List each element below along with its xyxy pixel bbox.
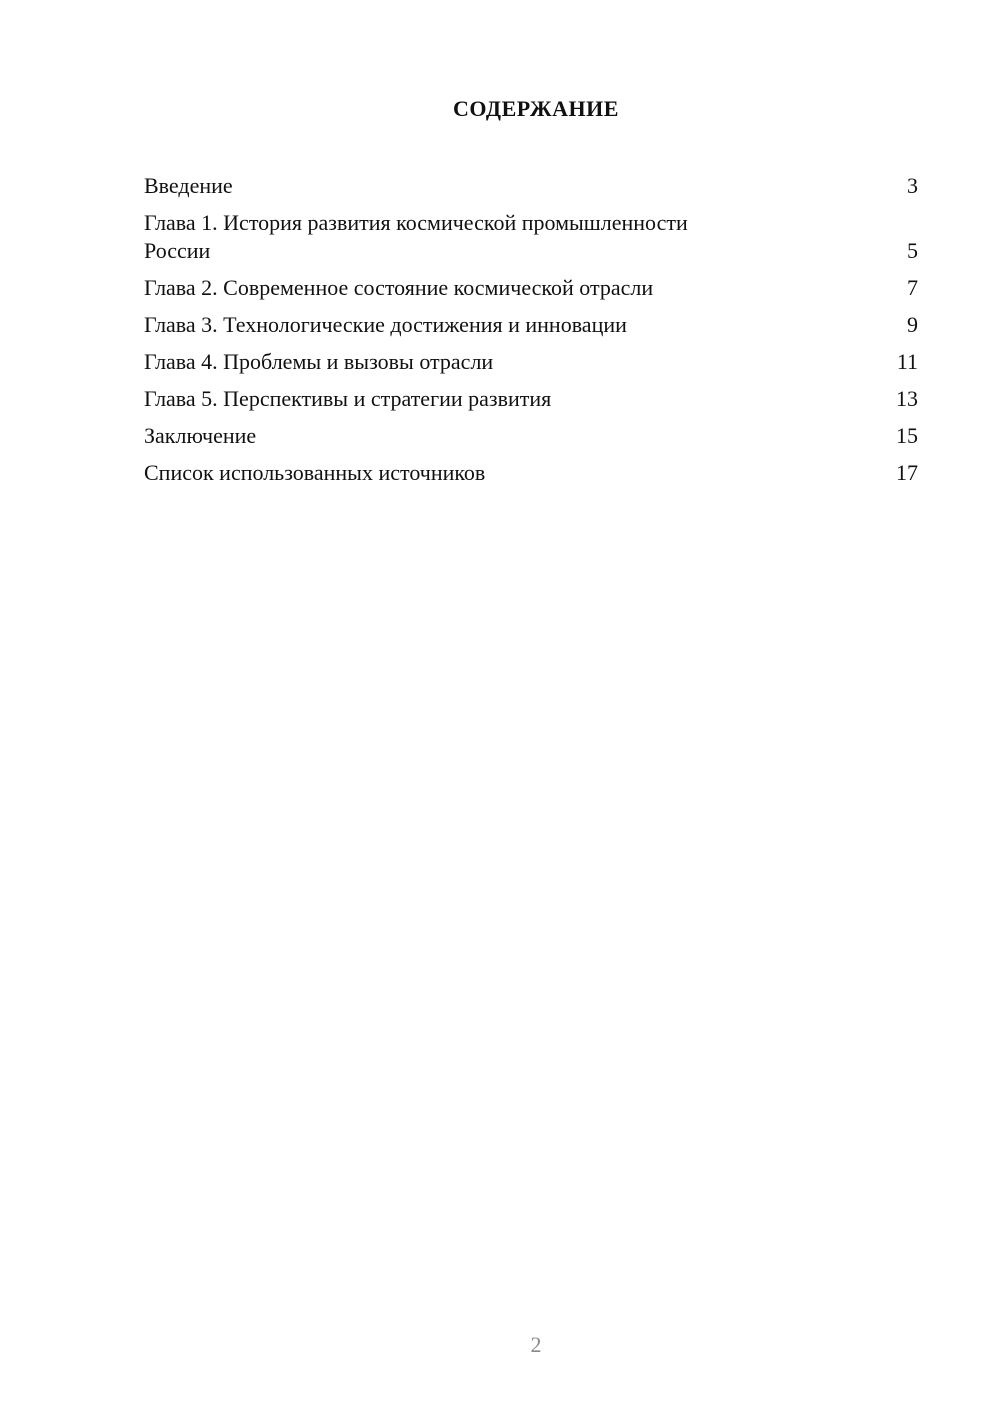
toc-entry-page: 3 — [907, 173, 918, 198]
toc-entry-page: 5 — [907, 238, 918, 263]
toc-entry-title: Глава 4. Проблемы и вызовы отрасли — [144, 349, 494, 374]
toc-entry-page: 13 — [896, 386, 918, 411]
toc-entry-chapter-3 — [144, 307, 918, 344]
toc-entry-page: 7 — [907, 275, 918, 300]
toc-entry-page: 9 — [907, 312, 918, 337]
table-of-contents — [144, 168, 918, 492]
toc-entry-page: 15 — [896, 423, 918, 448]
toc-entry-title: Глава 3. Технологические достижения и инновации — [144, 312, 627, 337]
toc-entry-title: Заключение — [144, 423, 257, 448]
toc-entry-conclusion — [144, 418, 918, 455]
toc-entry-references — [144, 455, 918, 492]
toc-entry-title: Глава 1. История развития космической промышленности России — [144, 210, 688, 263]
toc-entry-chapter-2 — [144, 270, 918, 307]
toc-entry-introduction — [144, 168, 918, 205]
toc-entry-chapter-5 — [144, 381, 918, 418]
toc-entry-chapter-1 — [144, 205, 918, 270]
page-title: СОДЕРЖАНИЕ — [453, 96, 619, 121]
toc-entry-chapter-4 — [144, 344, 918, 381]
toc-entry-page: 11 — [896, 349, 918, 374]
toc-entry-title: Введение — [144, 173, 233, 198]
page-number: 2 — [530, 1332, 542, 1357]
toc-entry-title: Список использованных источников — [144, 460, 486, 485]
toc-entry-title: Глава 2. Современное состояние космической отрасли — [144, 275, 654, 300]
toc-entry-page: 17 — [896, 460, 918, 485]
toc-entry-title: Глава 5. Перспективы и стратегии развития — [144, 386, 552, 411]
